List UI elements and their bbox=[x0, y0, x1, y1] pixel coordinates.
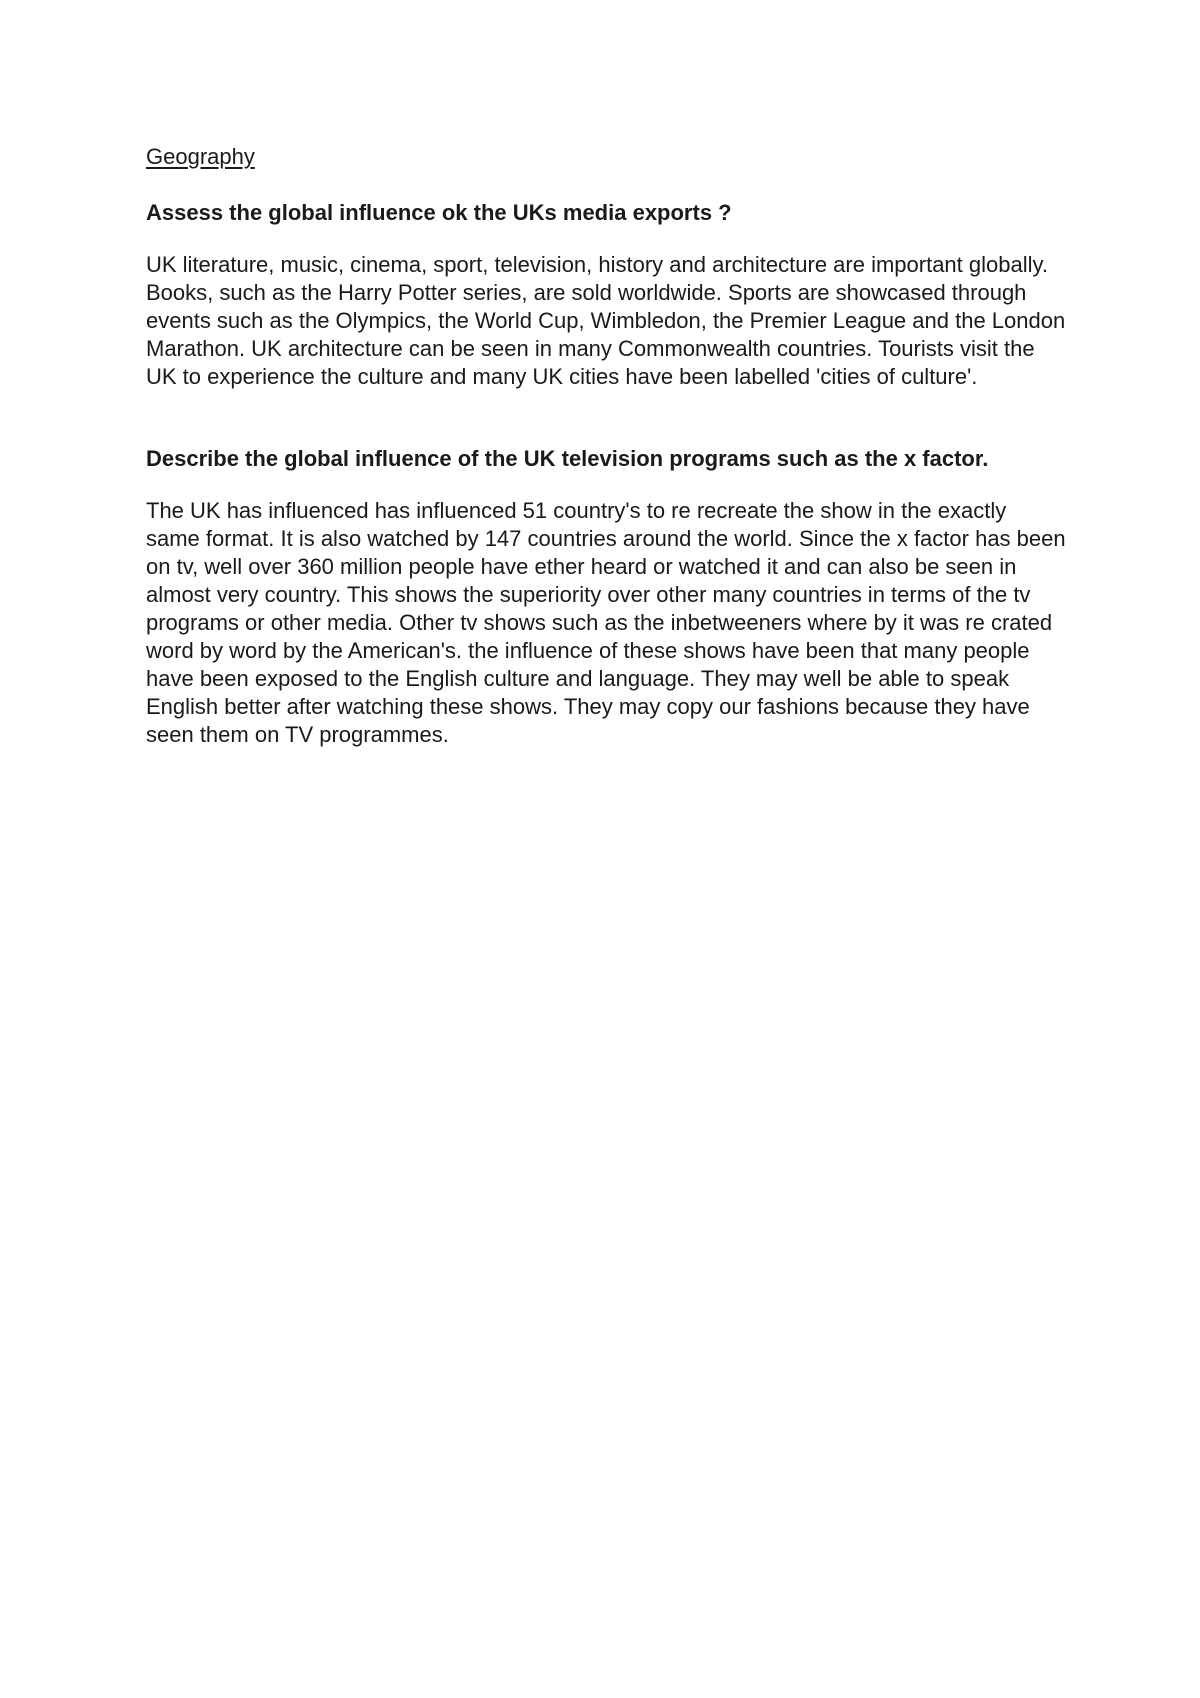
answer-1: UK literature, music, cinema, sport, television, history and architecture are important globally. Books, such as the Harry Potter series, are sold worldwide. Sports are showcased through events such as the Olympics, the World Cup, Wimbledon, the Premier League and the London Marathon. UK architecture can be seen in many Commonwealth countries. Tourists visit the UK to experience the culture and many UK cities have been labelled 'cities of culture'. bbox=[146, 252, 1066, 389]
section-2 bbox=[146, 445, 1080, 749]
section-1 bbox=[146, 199, 1080, 391]
subject-heading: Geography bbox=[146, 144, 255, 169]
section-spacer bbox=[146, 391, 1080, 445]
question-1: Assess the global influence ok the UKs media exports ? bbox=[146, 200, 732, 225]
question-2: Describe the global influence of the UK television programs such as the x factor. bbox=[146, 446, 989, 471]
answer-2: The UK has influenced has influenced 51 country's to re recreate the show in the exactly same format. It is also watched by 147 countries around the world. Since the x factor has been on tv, well over 360 million people have ether heard or watched it and can also be seen in almost very country. This shows the superiority over other many countries in terms of the tv programs or other media. Other tv shows such as the inbetweeners where by it was re crated word by word by the American's. the influence of these shows have been that many people have been exposed to the English culture and language. They may well be able to speak English better after watching these shows. They may copy our fashions because they have seen them on TV programmes. bbox=[146, 498, 1066, 747]
